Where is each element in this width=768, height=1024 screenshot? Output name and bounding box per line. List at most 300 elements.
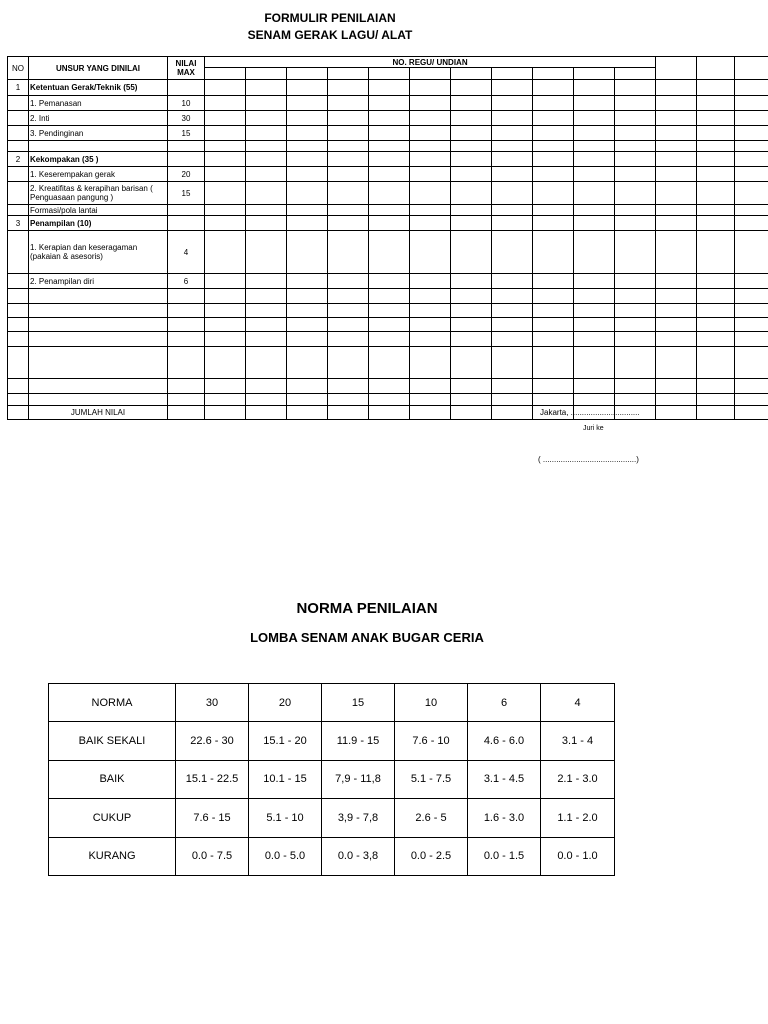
regu-cell <box>451 68 492 80</box>
score-cell <box>205 205 246 216</box>
score-cell <box>205 96 246 111</box>
norma-range: 0.0 - 3,8 <box>322 837 395 875</box>
score-cell <box>369 289 410 304</box>
score-cell <box>451 111 492 126</box>
score-cell <box>451 182 492 205</box>
score-cell <box>735 96 768 111</box>
row-nilai-max: 15 <box>168 182 205 205</box>
header-extra-cell <box>697 57 735 80</box>
score-cell <box>492 274 533 289</box>
score-cell <box>246 152 287 167</box>
norma-header-cell: 4 <box>541 684 615 722</box>
score-cell <box>656 304 697 318</box>
score-cell <box>533 231 574 274</box>
total-cell <box>492 406 533 420</box>
score-cell <box>697 205 735 216</box>
score-cell <box>574 80 615 96</box>
score-cell <box>205 318 246 332</box>
score-cell <box>656 318 697 332</box>
score-cell <box>205 141 246 152</box>
form-title: FORMULIR PENILAIAN <box>264 11 396 25</box>
score-cell <box>328 347 369 379</box>
regu-cell <box>205 68 246 80</box>
score-cell <box>328 96 369 111</box>
norma-header-cell: 6 <box>468 684 541 722</box>
row-no <box>8 289 29 304</box>
form-row <box>8 96 768 111</box>
score-cell <box>656 126 697 141</box>
score-cell <box>205 394 246 406</box>
score-cell <box>533 289 574 304</box>
score-cell <box>492 231 533 274</box>
row-nilai-max <box>168 332 205 347</box>
score-cell <box>492 332 533 347</box>
score-cell <box>287 231 328 274</box>
norma-row <box>49 760 615 798</box>
score-cell <box>574 205 615 216</box>
score-cell <box>246 347 287 379</box>
score-cell <box>492 304 533 318</box>
score-cell <box>492 216 533 231</box>
score-cell <box>492 96 533 111</box>
score-cell <box>246 379 287 394</box>
score-cell <box>574 231 615 274</box>
score-cell <box>533 332 574 347</box>
score-cell <box>615 332 656 347</box>
score-cell <box>615 111 656 126</box>
row-unsur <box>29 332 168 347</box>
score-cell <box>287 304 328 318</box>
score-cell <box>328 394 369 406</box>
form-row <box>8 182 768 205</box>
norma-category: CUKUP <box>49 799 176 837</box>
score-cell <box>369 274 410 289</box>
score-cell <box>735 379 768 394</box>
norma-range: 7.6 - 15 <box>176 799 249 837</box>
score-cell <box>697 111 735 126</box>
score-cell <box>451 216 492 231</box>
score-cell <box>328 231 369 274</box>
norma-range: 5.1 - 10 <box>249 799 322 837</box>
form-row <box>8 274 768 289</box>
score-cell <box>369 126 410 141</box>
total-cell <box>656 406 697 420</box>
norma-header-cell: 10 <box>395 684 468 722</box>
score-cell <box>205 347 246 379</box>
score-cell <box>656 205 697 216</box>
score-cell <box>656 167 697 182</box>
form-row <box>8 216 768 231</box>
row-nilai-max <box>168 304 205 318</box>
regu-cell <box>287 68 328 80</box>
score-cell <box>369 394 410 406</box>
row-unsur: 1. Keserempakan gerak <box>29 167 168 182</box>
score-cell <box>492 126 533 141</box>
header-no: NO <box>8 57 29 80</box>
total-label: JUMLAH NILAI <box>29 406 168 420</box>
score-cell <box>697 304 735 318</box>
score-cell <box>328 304 369 318</box>
score-cell <box>492 141 533 152</box>
form-row <box>8 167 768 182</box>
norma-range: 3.1 - 4 <box>541 722 615 760</box>
score-cell <box>287 80 328 96</box>
score-cell <box>328 141 369 152</box>
signature-line: ( ..........................................) <box>538 455 639 464</box>
score-cell <box>369 111 410 126</box>
row-no <box>8 205 29 216</box>
score-cell <box>574 96 615 111</box>
score-cell <box>615 167 656 182</box>
score-cell <box>735 205 768 216</box>
score-cell <box>410 111 451 126</box>
score-cell <box>615 80 656 96</box>
score-cell <box>328 379 369 394</box>
norma-range: 22.6 - 30 <box>176 722 249 760</box>
form-subtitle: SENAM GERAK LAGU/ ALAT <box>247 28 413 42</box>
row-unsur <box>29 394 168 406</box>
norma-range: 3,9 - 7,8 <box>322 799 395 837</box>
score-cell <box>615 289 656 304</box>
score-cell <box>328 182 369 205</box>
norma-subtitle: LOMBA SENAM ANAK BUGAR CERIA <box>250 630 484 645</box>
score-cell <box>656 141 697 152</box>
score-cell <box>451 394 492 406</box>
row-unsur: Ketentuan Gerak/Teknik (55) <box>29 80 168 96</box>
score-cell <box>735 274 768 289</box>
score-cell <box>656 96 697 111</box>
score-cell <box>246 231 287 274</box>
row-nilai-max <box>168 289 205 304</box>
score-cell <box>328 167 369 182</box>
score-cell <box>492 152 533 167</box>
header-extra-cell <box>656 57 697 80</box>
form-row <box>8 347 768 379</box>
score-cell <box>410 379 451 394</box>
score-cell <box>451 332 492 347</box>
row-unsur <box>29 318 168 332</box>
norma-category: BAIK <box>49 760 176 798</box>
score-cell <box>451 347 492 379</box>
score-cell <box>328 80 369 96</box>
score-cell <box>615 379 656 394</box>
norma-row <box>49 722 615 760</box>
score-cell <box>410 231 451 274</box>
score-cell <box>656 274 697 289</box>
row-unsur: 1. Kerapian dan keseragaman (pakaian & asesoris) <box>29 231 168 274</box>
regu-cell <box>533 68 574 80</box>
score-cell <box>451 304 492 318</box>
score-cell <box>574 332 615 347</box>
score-cell <box>246 216 287 231</box>
norma-range: 7.6 - 10 <box>395 722 468 760</box>
score-cell <box>697 289 735 304</box>
header-regu: NO. REGU/ UNDIAN <box>205 57 656 68</box>
score-cell <box>451 152 492 167</box>
score-cell <box>615 216 656 231</box>
regu-cell <box>246 68 287 80</box>
norma-range: 1.1 - 2.0 <box>541 799 615 837</box>
total-cell <box>328 406 369 420</box>
score-cell <box>615 126 656 141</box>
score-cell <box>735 182 768 205</box>
score-cell <box>205 379 246 394</box>
score-cell <box>451 231 492 274</box>
score-cell <box>410 152 451 167</box>
score-cell <box>492 318 533 332</box>
score-cell <box>328 216 369 231</box>
row-nilai-max <box>168 318 205 332</box>
score-cell <box>574 152 615 167</box>
score-cell <box>451 318 492 332</box>
score-cell <box>205 126 246 141</box>
score-cell <box>246 80 287 96</box>
row-no: 1 <box>8 80 29 96</box>
form-row <box>8 141 768 152</box>
score-cell <box>492 111 533 126</box>
score-cell <box>246 289 287 304</box>
norma-table <box>48 683 615 876</box>
total-cell <box>205 406 246 420</box>
norma-range: 4.6 - 6.0 <box>468 722 541 760</box>
score-cell <box>656 394 697 406</box>
norma-range: 2.1 - 3.0 <box>541 760 615 798</box>
score-cell <box>451 205 492 216</box>
score-cell <box>328 289 369 304</box>
score-cell <box>656 347 697 379</box>
score-cell <box>328 205 369 216</box>
score-cell <box>697 379 735 394</box>
row-unsur <box>29 289 168 304</box>
row-no <box>8 379 29 394</box>
score-cell <box>205 152 246 167</box>
total-cell <box>735 406 768 420</box>
score-cell <box>205 304 246 318</box>
score-cell <box>533 205 574 216</box>
score-cell <box>246 96 287 111</box>
norma-range: 0.0 - 5.0 <box>249 837 322 875</box>
row-unsur: 1. Pemanasan <box>29 96 168 111</box>
score-cell <box>656 289 697 304</box>
score-cell <box>615 318 656 332</box>
score-cell <box>451 80 492 96</box>
score-cell <box>287 182 328 205</box>
score-cell <box>533 379 574 394</box>
score-cell <box>328 152 369 167</box>
score-cell <box>287 152 328 167</box>
norma-range: 11.9 - 15 <box>322 722 395 760</box>
score-cell <box>410 304 451 318</box>
score-cell <box>697 347 735 379</box>
score-cell <box>410 347 451 379</box>
score-cell <box>246 182 287 205</box>
score-cell <box>451 167 492 182</box>
score-cell <box>574 394 615 406</box>
score-cell <box>410 394 451 406</box>
score-cell <box>246 274 287 289</box>
row-unsur: Penampilan (10) <box>29 216 168 231</box>
total-cell <box>410 406 451 420</box>
norma-range: 10.1 - 15 <box>249 760 322 798</box>
score-cell <box>369 347 410 379</box>
row-nilai-max <box>168 394 205 406</box>
score-cell <box>369 205 410 216</box>
row-no <box>8 231 29 274</box>
form-row <box>8 111 768 126</box>
row-no <box>8 111 29 126</box>
score-cell <box>574 347 615 379</box>
row-no <box>8 167 29 182</box>
row-unsur: Formasi/pola lantai <box>29 205 168 216</box>
score-cell <box>287 141 328 152</box>
score-cell <box>451 96 492 111</box>
score-cell <box>656 231 697 274</box>
score-cell <box>735 231 768 274</box>
score-cell <box>615 394 656 406</box>
row-nilai-max: 4 <box>168 231 205 274</box>
row-nilai-max <box>168 80 205 96</box>
score-cell <box>410 332 451 347</box>
score-cell <box>615 182 656 205</box>
row-nilai-max <box>168 141 205 152</box>
score-cell <box>328 332 369 347</box>
score-cell <box>287 347 328 379</box>
row-unsur <box>29 304 168 318</box>
score-cell <box>492 289 533 304</box>
row-nilai-max <box>168 205 205 216</box>
score-cell <box>287 216 328 231</box>
score-cell <box>735 141 768 152</box>
row-no <box>8 318 29 332</box>
form-row <box>8 394 768 406</box>
total-cell <box>246 406 287 420</box>
score-cell <box>451 289 492 304</box>
score-cell <box>615 152 656 167</box>
norma-range: 7,9 - 11,8 <box>322 760 395 798</box>
row-unsur: 2. Inti <box>29 111 168 126</box>
score-cell <box>615 231 656 274</box>
row-no <box>8 182 29 205</box>
norma-header-cell: 15 <box>322 684 395 722</box>
score-cell <box>492 182 533 205</box>
score-cell <box>246 332 287 347</box>
row-nilai-max: 20 <box>168 167 205 182</box>
score-cell <box>328 318 369 332</box>
form-row <box>8 289 768 304</box>
norma-header-cell: 30 <box>176 684 249 722</box>
score-cell <box>574 274 615 289</box>
row-nilai-max: 15 <box>168 126 205 141</box>
score-cell <box>533 96 574 111</box>
score-cell <box>574 167 615 182</box>
score-cell <box>369 152 410 167</box>
place-date: Jakarta, ............................... <box>540 408 640 417</box>
score-cell <box>533 394 574 406</box>
score-cell <box>287 111 328 126</box>
norma-title: NORMA PENILAIAN <box>296 600 438 617</box>
form-row <box>8 152 768 167</box>
score-cell <box>697 231 735 274</box>
score-cell <box>246 205 287 216</box>
score-cell <box>369 167 410 182</box>
score-cell <box>697 141 735 152</box>
score-cell <box>492 167 533 182</box>
score-cell <box>492 394 533 406</box>
score-cell <box>656 111 697 126</box>
score-cell <box>451 274 492 289</box>
score-cell <box>246 318 287 332</box>
score-cell <box>735 304 768 318</box>
score-cell <box>287 318 328 332</box>
form-row <box>8 332 768 347</box>
row-unsur: Kekompakan (35 ) <box>29 152 168 167</box>
score-cell <box>410 289 451 304</box>
score-cell <box>287 289 328 304</box>
row-no <box>8 126 29 141</box>
score-cell <box>656 182 697 205</box>
score-cell <box>735 347 768 379</box>
score-cell <box>735 289 768 304</box>
score-cell <box>697 152 735 167</box>
norma-range: 2.6 - 5 <box>395 799 468 837</box>
score-cell <box>735 126 768 141</box>
score-cell <box>246 304 287 318</box>
score-cell <box>735 152 768 167</box>
row-no <box>8 304 29 318</box>
score-cell <box>369 141 410 152</box>
score-cell <box>246 141 287 152</box>
score-cell <box>369 80 410 96</box>
score-cell <box>697 332 735 347</box>
norma-range: 0.0 - 7.5 <box>176 837 249 875</box>
score-cell <box>697 96 735 111</box>
score-cell <box>287 274 328 289</box>
score-cell <box>492 205 533 216</box>
score-cell <box>410 274 451 289</box>
norma-range: 15.1 - 22.5 <box>176 760 249 798</box>
row-nilai-max <box>168 152 205 167</box>
score-cell <box>287 96 328 111</box>
score-cell <box>533 182 574 205</box>
regu-cell <box>410 68 451 80</box>
score-cell <box>533 274 574 289</box>
regu-cell <box>492 68 533 80</box>
score-cell <box>410 216 451 231</box>
score-cell <box>533 304 574 318</box>
norma-range: 3.1 - 4.5 <box>468 760 541 798</box>
score-cell <box>205 332 246 347</box>
norma-row <box>49 837 615 875</box>
row-nilai-max: 10 <box>168 96 205 111</box>
score-cell <box>369 379 410 394</box>
score-cell <box>735 80 768 96</box>
form-row <box>8 304 768 318</box>
score-cell <box>410 167 451 182</box>
score-cell <box>656 216 697 231</box>
total-cell <box>287 406 328 420</box>
row-unsur: 2. Kreatifitas & kerapihan barisan ( Penguasaan pangung ) <box>29 182 168 205</box>
form-row <box>8 318 768 332</box>
regu-cell <box>615 68 656 80</box>
score-cell <box>574 289 615 304</box>
score-cell <box>410 126 451 141</box>
total-cell <box>168 406 205 420</box>
score-cell <box>533 111 574 126</box>
score-cell <box>369 231 410 274</box>
score-cell <box>246 394 287 406</box>
total-no-cell <box>8 406 29 420</box>
score-cell <box>287 167 328 182</box>
